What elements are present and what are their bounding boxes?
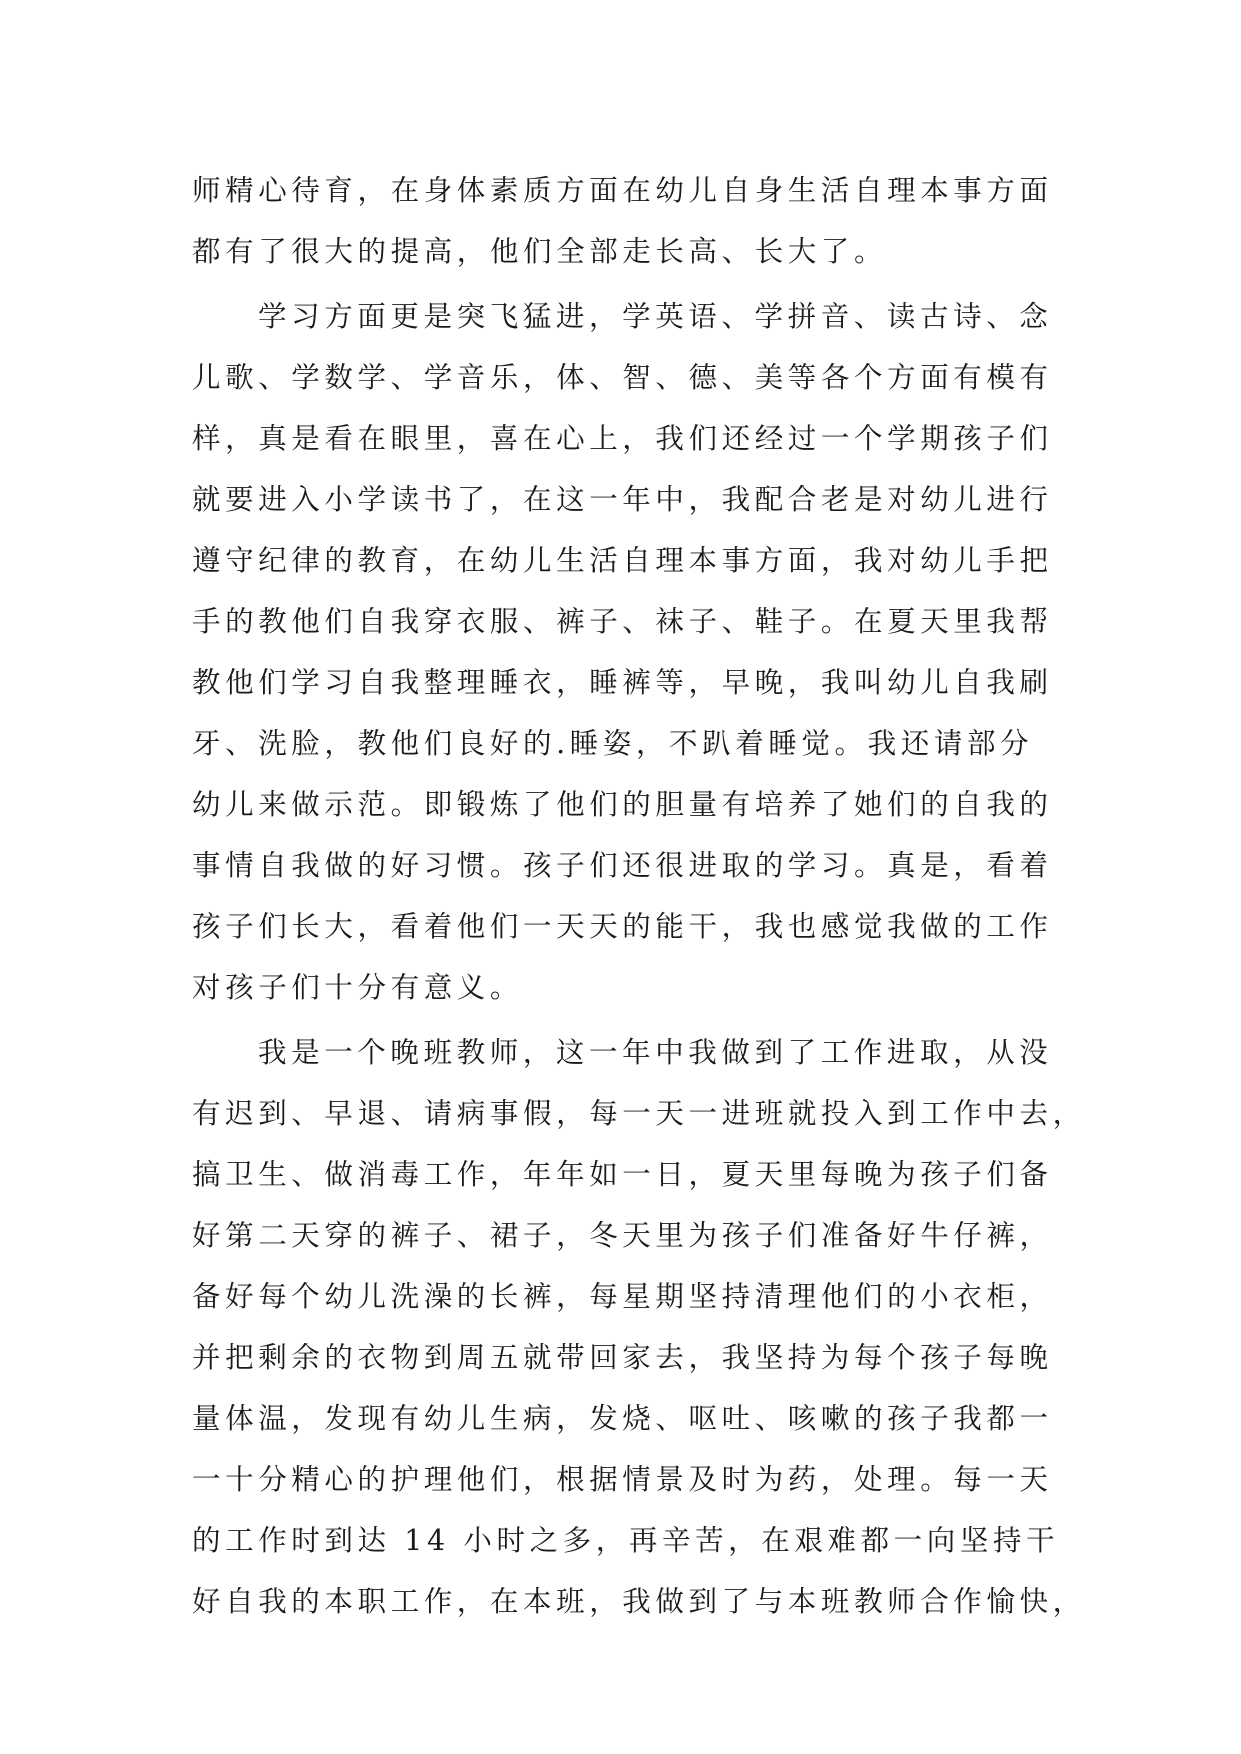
text-line: 有迟到、早退、请病事假，每一天一进班就投入到工作中去， (192, 1097, 1086, 1130)
text-line: 一十分精心的护理他们，根据情景及时为药，处理。每一天 (192, 1463, 1053, 1496)
text-line: 师精心待育，在身体素质方面在幼儿自身生活自理本事方面 (192, 174, 1053, 207)
document-body (192, 160, 1086, 1632)
text-line: 对孩子们十分有意义。 (192, 971, 524, 1004)
text-line: 备好每个幼儿洗澡的长裤，每星期坚持清理他们的小衣柜， (192, 1280, 1053, 1313)
text-line: 幼儿来做示范。即锻炼了他们的胆量有培养了她们的自我的 (192, 788, 1053, 821)
text-line: 并把剩余的衣物到周五就带回家去，我坚持为每个孩子每晚 (192, 1341, 1053, 1374)
text-line: 牙、洗脸，教他们良好的.睡姿，不趴着睡觉。我还请部分 (192, 727, 1034, 760)
text-line: 好第二天穿的裤子、裙子，冬天里为孩子们准备好牛仔裤， (192, 1219, 1053, 1252)
text-line: 事情自我做的好习惯。孩子们还很进取的学习。真是，看着 (192, 849, 1053, 882)
text-line: 孩子们长大，看着他们一天天的能干，我也感觉我做的工作 (192, 910, 1053, 943)
text-line: 样，真是看在眼里，喜在心上，我们还经过一个学期孩子们 (192, 422, 1053, 455)
text-line: 遵守纪律的教育，在幼儿生活自理本事方面，我对幼儿手把 (192, 544, 1053, 577)
text-line: 手的教他们自我穿衣服、裤子、袜子、鞋子。在夏天里我帮 (192, 605, 1053, 638)
text-line: 都有了很大的提高，他们全部走长高、长大了。 (192, 235, 888, 268)
text-line: 就要进入小学读书了，在这一年中，我配合老是对幼儿进行 (192, 483, 1053, 516)
text-line: 量体温，发现有幼儿生病，发烧、呕吐、咳嗽的孩子我都一 (192, 1402, 1053, 1435)
text-line: 搞卫生、做消毒工作，年年如一日，夏天里每晚为孩子们备 (192, 1158, 1053, 1191)
paragraph-first-line: 我是一个晚班教师，这一年中我做到了工作进取，从没 (258, 1036, 1053, 1069)
text-line: 教他们学习自我整理睡衣，睡裤等，早晚，我叫幼儿自我刷 (192, 666, 1053, 699)
text-line: 儿歌、学数学、学音乐，体、智、德、美等各个方面有模有 (192, 361, 1053, 394)
paragraph-first-line: 学习方面更是突飞猛进，学英语、学拼音、读古诗、念 (258, 300, 1053, 333)
text-line: 好自我的本职工作，在本班，我做到了与本班教师合作愉快， (192, 1585, 1086, 1618)
text-line: 的工作时到达 14 小时之多，再辛苦，在艰难都一向坚持干 (192, 1524, 1060, 1557)
